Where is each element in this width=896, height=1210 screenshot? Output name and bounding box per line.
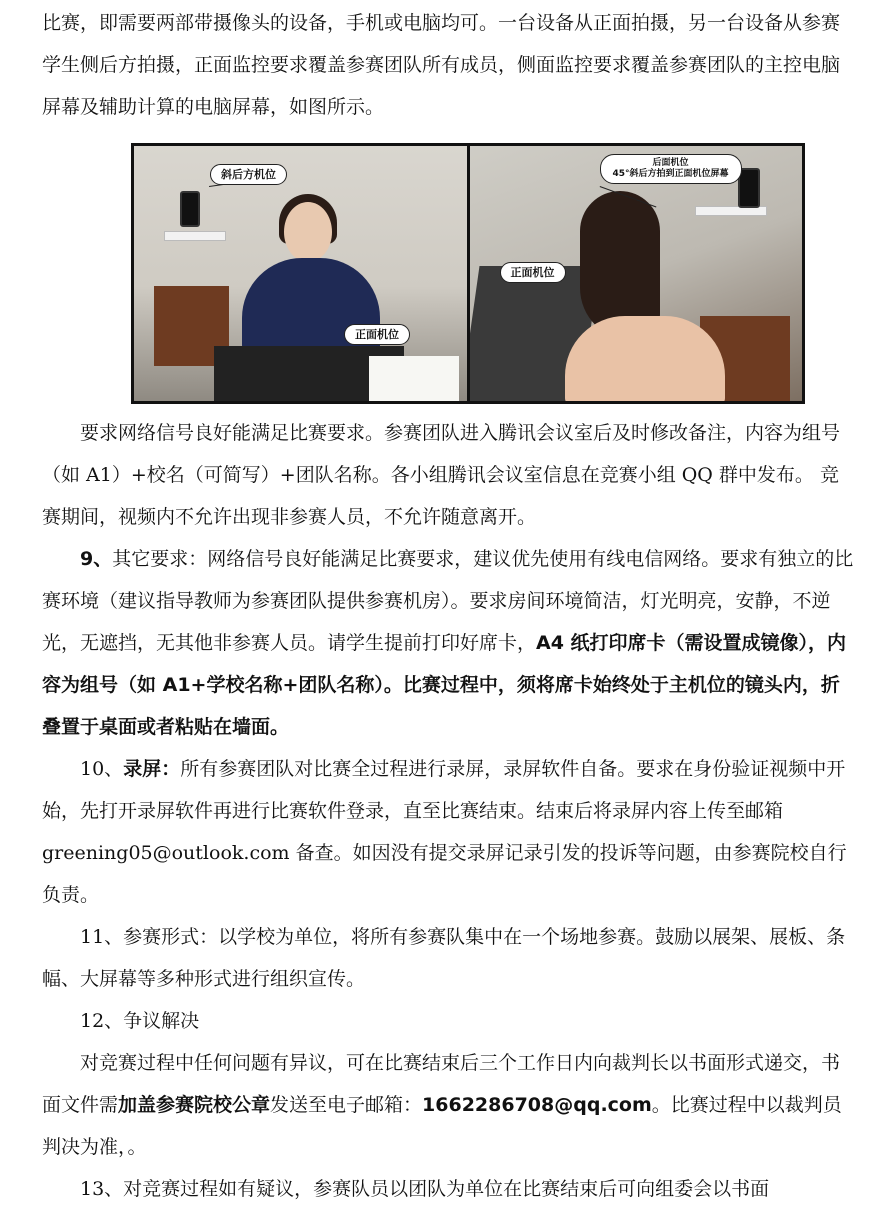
bold-text: A4 纸打印席卡（需设置成镜像），内容为组号（如 A1+学校名称+团队名称）。比赛过程中，须将席卡始终处于主机位的镜头内，折叠置于桌面或者粘贴在墙面。 <box>42 632 847 738</box>
paragraph-text: 13、对竞赛过程如有疑议，参赛队员以团队为单位在比赛结束后可向组委会以书面 <box>80 1178 770 1200</box>
person-head <box>284 202 332 262</box>
paragraph-text: 所有参赛团队对比赛全过程进行录屏，录屏软件自备。要求在身份验证视频中开始，先打开录屏软件再进行比赛软件登录，直至比赛结束。结束后将录屏内容上传至邮箱 greening05@outlook.com 备查。如因没有提交录屏记录引发的投诉等问题，由参赛院校自行负责。 <box>42 758 847 906</box>
rear-camera-label-line2: 45°斜后方拍到正面机位屏幕 <box>612 169 729 179</box>
paragraph-text: 发送至电子邮箱： <box>270 1094 423 1116</box>
rear-view-photo <box>470 146 803 401</box>
rear-camera-label: 斜后方机位 <box>210 164 287 185</box>
paragraph-network <box>42 412 854 538</box>
bold-text: 加盖参赛院校公章 <box>118 1094 271 1116</box>
front-camera-label: 正面机位 <box>344 324 410 345</box>
paragraph-objection <box>42 1168 854 1210</box>
paragraph-text: 。比赛过程中以裁判员判决为准，。 <box>42 1094 842 1158</box>
paragraph-text: 要求网络信号良好能满足比赛要求。参赛团队进入腾讯会议室后及时修改备注，内容为组号（如 A1）+校名（可简写）+团队名称。各小组腾讯会议室信息在竞赛小组 QQ 群中发布。 竞赛期间，视频内不允许出现非参赛人员，不允许随意离开。 <box>42 422 841 528</box>
paper <box>369 356 459 401</box>
paragraph-screen-recording <box>42 748 854 916</box>
heading-dispute <box>42 1000 854 1042</box>
camera-stand <box>164 231 226 241</box>
paragraph-text: 12、争议解决 <box>80 1010 200 1032</box>
paragraph-participation <box>42 916 854 1000</box>
phone-camera <box>180 191 200 227</box>
front-view-photo <box>134 146 467 401</box>
paragraph-text: 11、参赛形式：以学校为单位，将所有参赛队集中在一个场地参赛。鼓励以展架、展板、条幅、大屏幕等多种形式进行组织宣传。 <box>42 926 846 990</box>
paragraph-text: 其它要求：网络信号良好能满足比赛要求，建议优先使用有线电信网络。要求有独立的比赛环境（建议指导教师为参赛团队提供参赛机房）。要求房间环境简洁，灯光明亮，安静，不逆光，无遮挡，无其他非参赛人员。请学生提前打印好席卡， <box>42 548 854 654</box>
paragraph-text: 对竞赛过程中任何问题有异议，可在比赛结束后三个工作日内向裁判长以书面形式递交，书面文件需 <box>42 1052 841 1116</box>
camera-setup-figure <box>131 143 805 404</box>
item-number: 10、 <box>80 758 124 780</box>
paragraph-dispute <box>42 1042 854 1168</box>
paragraph-other-requirements <box>42 538 854 748</box>
item-title: 录屏： <box>123 758 181 780</box>
paragraph-text: 比赛，即需要两部带摄像头的设备，手机或电脑均可。一台设备从正面拍摄，另一台设备从参赛学生侧后方拍摄，正面监控要求覆盖参赛团队所有成员，侧面监控要求覆盖参赛团队的主控电脑屏幕及辅助计算的电脑屏幕，如图所示。 <box>42 12 841 118</box>
item-number: 9、 <box>80 548 113 570</box>
rear-camera-label-line1: 后面机位 <box>652 158 689 168</box>
front-camera-label: 正面机位 <box>500 262 566 283</box>
rear-camera-label <box>600 154 742 184</box>
person-shoulder <box>565 316 725 401</box>
email-address: 1662286708@qq.com <box>422 1094 652 1116</box>
paragraph-camera-setup <box>42 2 854 128</box>
